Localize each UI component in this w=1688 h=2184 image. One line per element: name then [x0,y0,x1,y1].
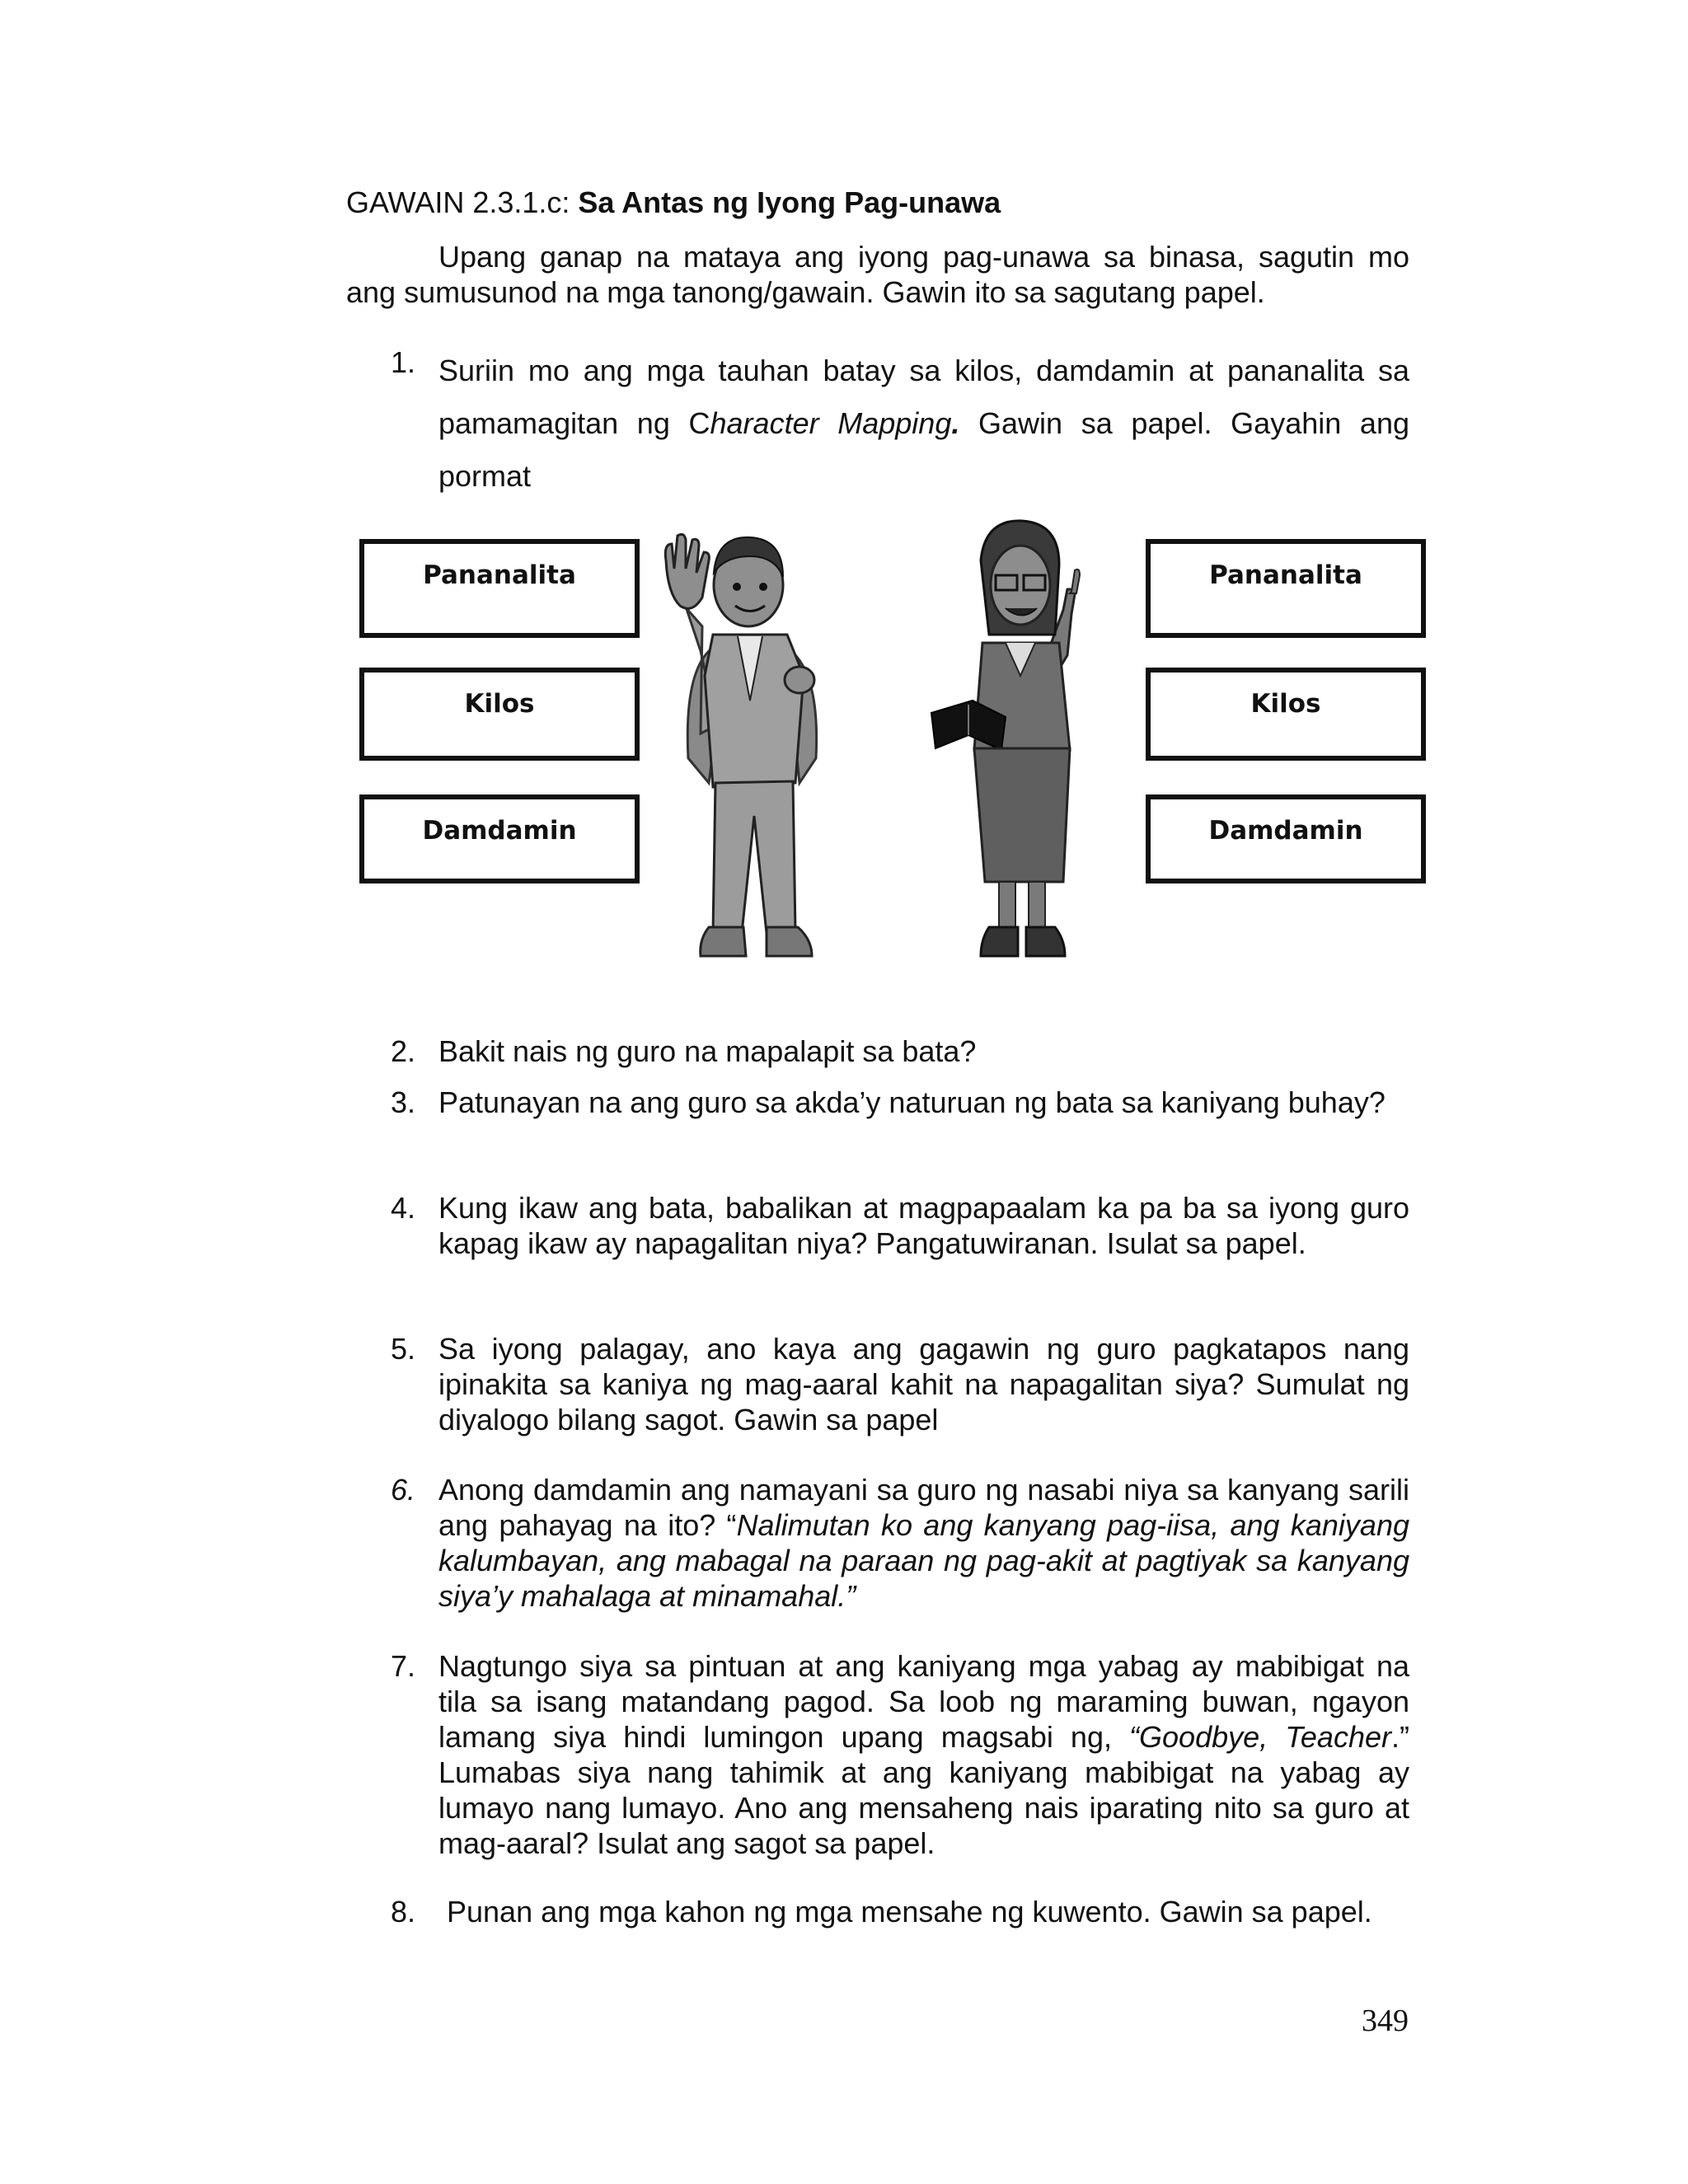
mapping-box-damdamin-left: Damdamin [359,794,640,883]
question-text: Suriin mo ang mga tauhan batay sa kilos, damdamin at pananalita sa pamamagitan ng Character Mapping. Gawin sa papel. Gayahin ang pormat [438,354,1409,493]
question-number: 4. [391,1191,416,1225]
question-text: Kung ikaw ang bata, babalikan at magpapaalam ka pa ba sa iyong guro kapag ikaw ay napagalitan niya? Pangatuwiranan. Isulat sa papel. [438,1191,1409,1260]
question-text: Bakit nais ng guro na mapalapit sa bata? [438,1034,977,1068]
activity-title: Sa Antas ng Iyong Pag-unawa [578,185,1001,219]
question-6 [391,1472,1409,1614]
mapping-box-pananalita-left: Pananalita [359,539,640,638]
question-5 [391,1331,1409,1437]
question-text: Patunayan na ang guro sa akda’y naturuan ng bata sa kaniyang buhay? [438,1085,1386,1119]
mapping-box-kilos-right: Kilos [1146,668,1426,761]
question-number: 2. [391,1034,416,1068]
instructions-text: Upang ganap na mataya ang iyong pag-unawa sa binasa, sagutin mo ang sumusunod na mga tanong/gawain. Gawin ito sa sagutang papel. [346,240,1409,309]
page-number: 349 [1362,2004,1409,2038]
question-text: Anong damdamin ang namayani sa guro ng nasabi niya sa kanyang sarili ang pahayag na ito? “Nalimutan ko ang kanyang pag-iisa, ang kaniyang kalumbayan, ang mabagal na paraan ng pag-akit at pagtiyak sa kanyang siya’y mahalaga at minamahal.” [438,1473,1409,1613]
question-4 [391,1190,1409,1261]
question-number: 5. [391,1332,416,1366]
teacher-illustration [923,511,1113,977]
question-7 [391,1648,1409,1861]
mapping-box-kilos-left: Kilos [359,668,640,761]
quoted-passage: Nalimutan ko ang kanyang pag-iisa, ang kaniyang kalumbayan, ang mabagal na paraan ng pag-akit at pagtiyak sa kanyang siya’y mahalaga at minamahal.” [438,1508,1409,1613]
student-boy-illustration [651,511,857,977]
question-text: Punan ang mga kahon ng mga mensahe ng kuwento. Gawin sa papel. [438,1895,1372,1929]
question-2 [391,1033,1409,1069]
instructions-paragraph [346,239,1409,310]
question-text: Sa iyong palagay, ano kaya ang gagawin ng guro pagkatapos nang ipinakita sa kaniya ng mag-aaral kahit na napagalitan siya? Sumulat ng diyalogo bilang sagot. Gawin sa papel [438,1332,1409,1436]
mapping-box-damdamin-right: Damdamin [1146,794,1426,883]
question-number: 8. [391,1895,416,1929]
question-number: 1. [391,345,416,379]
question-1 [391,344,1409,503]
activity-code: GAWAIN 2.3.1.c: [346,185,570,219]
question-number: 3. [391,1085,416,1119]
question-8 [391,1894,1409,1929]
activity-heading [346,183,1001,223]
question-3 [391,1085,1409,1120]
question-number: 7. [391,1649,416,1683]
character-mapping-term: haracter Mapping [710,406,952,440]
question-number: 6. [391,1473,416,1507]
question-text: Nagtungo siya sa pintuan at ang kaniyang mga yabag ay mabibigat na tila sa isang matandang pagod. Sa loob ng maraming buwan, ngayon lamang siya hindi lumingon upang magsabi ng, “Goodbye, Teacher.” Lumabas siya nang tahimik at ang kaniyang mabibigat na yabag ay lumayo nang lumayo. Ano ang mensaheng nais iparating nito sa guro at mag-aaral? Isulat ang sagot sa papel. [438,1649,1409,1860]
quoted-goodbye: “Goodbye, Teacher [1129,1720,1391,1754]
mapping-box-pananalita-right: Pananalita [1146,539,1426,638]
